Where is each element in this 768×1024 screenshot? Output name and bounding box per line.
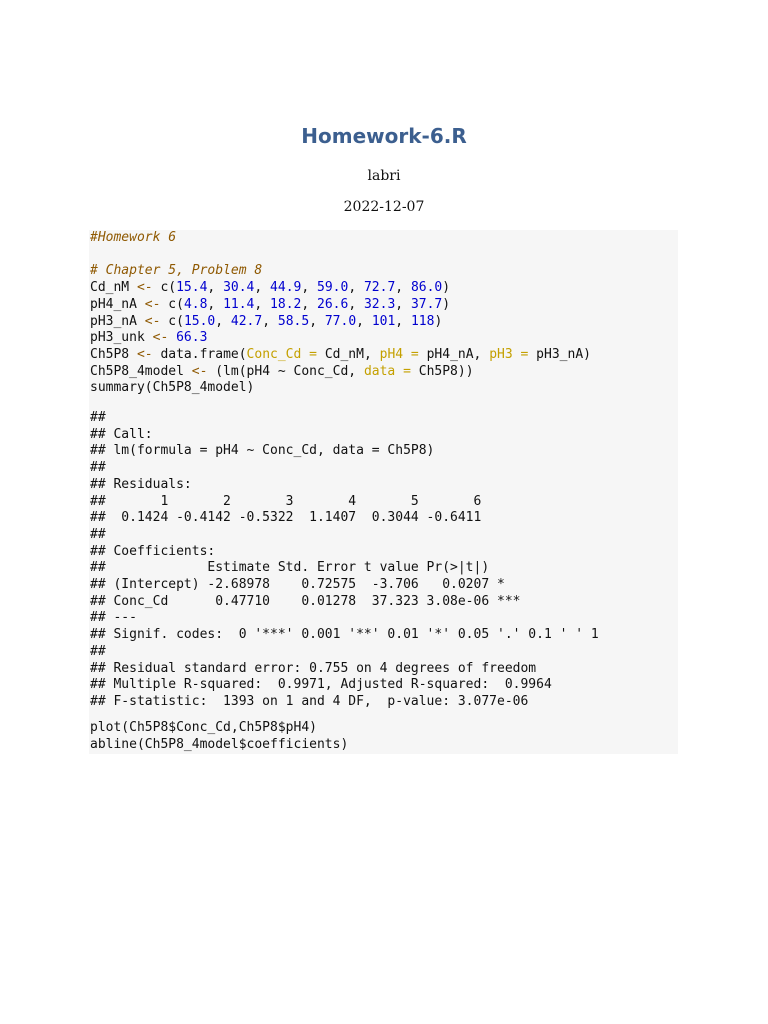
assign-operator: <- <box>144 296 161 312</box>
output-line: ## Signif. codes: 0 '***' 0.001 '**' 0.01 '*' 0.05 '.' 0.1 ' ' 1 <box>90 627 599 643</box>
output-line: ## (Intercept) -2.68978 0.72575 -3.706 0.0207 * <box>90 577 505 593</box>
document-date: 2022-12-07 <box>343 199 425 215</box>
code-number: 86.0 <box>410 280 443 296</box>
code-function: c( <box>160 313 184 329</box>
code-variable: pH3_nA <box>90 313 145 329</box>
code-line: plot(Ch5P8$Conc_Cd,Ch5P8$pH4) <box>90 720 317 735</box>
code-number: 18.2 <box>270 296 302 312</box>
code-number: 37.7 <box>410 296 443 312</box>
r-source-code <box>90 230 591 397</box>
code-punct: , <box>262 313 278 329</box>
code-punct: , <box>309 313 325 329</box>
code-punct: , <box>301 296 318 312</box>
code-line-ph3 <box>90 314 442 329</box>
code-function: c( <box>152 280 177 296</box>
code-punct: , <box>395 280 411 296</box>
code-number: 11.4 <box>223 296 255 312</box>
code-number: 77.0 <box>324 313 357 329</box>
code-punct: , <box>207 296 224 312</box>
output-line: ## Call: <box>90 426 153 442</box>
output-line: ## <box>90 643 106 659</box>
code-number: 101 <box>371 313 396 329</box>
document-author: labri <box>367 168 401 184</box>
code-line-dataframe: Ch5P8 <- data.frame(Conc_Cd = Cd_nM, pH4 = pH4_nA, pH3 = pH3_nA) <box>90 346 591 362</box>
code-variable: pH3_unk <box>90 330 153 346</box>
code-comment: # Chapter 5, Problem 8 <box>90 263 263 279</box>
assign-operator: <- <box>152 330 169 346</box>
output-line: ## Conc_Cd 0.47710 0.01278 37.323 3.08e-06 *** <box>90 593 521 609</box>
output-line: ## lm(formula = pH4 ~ Conc_Cd, data = Ch5P8) <box>90 443 435 459</box>
output-line: ## Estimate Std. Error t value Pr(>|t|) <box>90 560 490 576</box>
code-punct: ) <box>442 296 451 312</box>
code-punct: , <box>215 313 231 329</box>
code-punct: , <box>356 313 372 329</box>
code-line-unk <box>90 330 207 345</box>
code-number: 44.9 <box>270 280 302 296</box>
output-line: ## Residual standard error: 0.755 on 4 degrees of freedom <box>90 660 537 676</box>
output-line: ## --- <box>90 610 137 626</box>
code-line-cd <box>90 280 450 295</box>
output-line: ## Residuals: <box>90 476 192 492</box>
r-plot-code <box>90 720 348 753</box>
code-punct: ) <box>434 313 443 329</box>
code-number: 118 <box>410 313 435 329</box>
code-punct: , <box>348 280 364 296</box>
code-line: abline(Ch5P8_4model$coefficients) <box>90 736 349 752</box>
code-number: 32.3 <box>363 296 396 312</box>
code-comment: #Homework 6 <box>90 230 177 245</box>
output-line: ## Coefficients: <box>90 543 216 559</box>
code-function: c( <box>160 296 184 312</box>
output-line: ## <box>90 460 106 476</box>
code-number: 15.4 <box>176 280 208 296</box>
output-line: ## F-statistic: 1393 on 1 and 4 DF, p-value: 3.077e-06 <box>90 693 529 709</box>
output-line: ## 0.1424 -0.4142 -0.5322 1.1407 0.3044 -0.6411 <box>90 510 482 526</box>
code-line-summary: summary(Ch5P8_4model) <box>90 380 255 396</box>
code-number: 58.5 <box>277 313 310 329</box>
document-title: Homework-6.R <box>301 124 467 148</box>
output-line: ## <box>90 526 106 542</box>
code-line-model: Ch5P8_4model <- (lm(pH4 ~ Conc_Cd, data = Ch5P8)) <box>90 363 474 379</box>
code-number: 59.0 <box>317 280 349 296</box>
code-number: 30.4 <box>223 280 255 296</box>
code-space <box>168 330 176 345</box>
code-punct: , <box>254 296 271 312</box>
output-line: ## Multiple R-squared: 0.9971, Adjusted R-squared: 0.9964 <box>90 677 552 693</box>
r-console-output <box>90 410 599 711</box>
output-line: ## <box>90 410 106 425</box>
code-punct: , <box>207 280 224 296</box>
assign-operator: <- <box>136 280 153 296</box>
code-punct: ) <box>442 280 451 296</box>
code-variable: pH4_nA <box>90 296 145 312</box>
output-line: ## 1 2 3 4 5 6 <box>90 493 482 509</box>
code-line-ph4 <box>90 297 450 312</box>
code-punct: , <box>348 296 364 312</box>
code-punct: , <box>395 296 411 312</box>
code-punct: , <box>301 280 318 296</box>
code-number: 72.7 <box>363 280 396 296</box>
code-number: 26.6 <box>317 296 349 312</box>
code-punct: , <box>395 313 411 329</box>
code-number: 4.8 <box>183 296 208 312</box>
code-number: 42.7 <box>230 313 263 329</box>
code-number: 15.0 <box>183 313 216 329</box>
code-number: 66.3 <box>176 330 208 346</box>
assign-operator: <- <box>144 313 161 329</box>
code-variable: Cd_nM <box>90 280 137 296</box>
code-punct: , <box>254 280 271 296</box>
